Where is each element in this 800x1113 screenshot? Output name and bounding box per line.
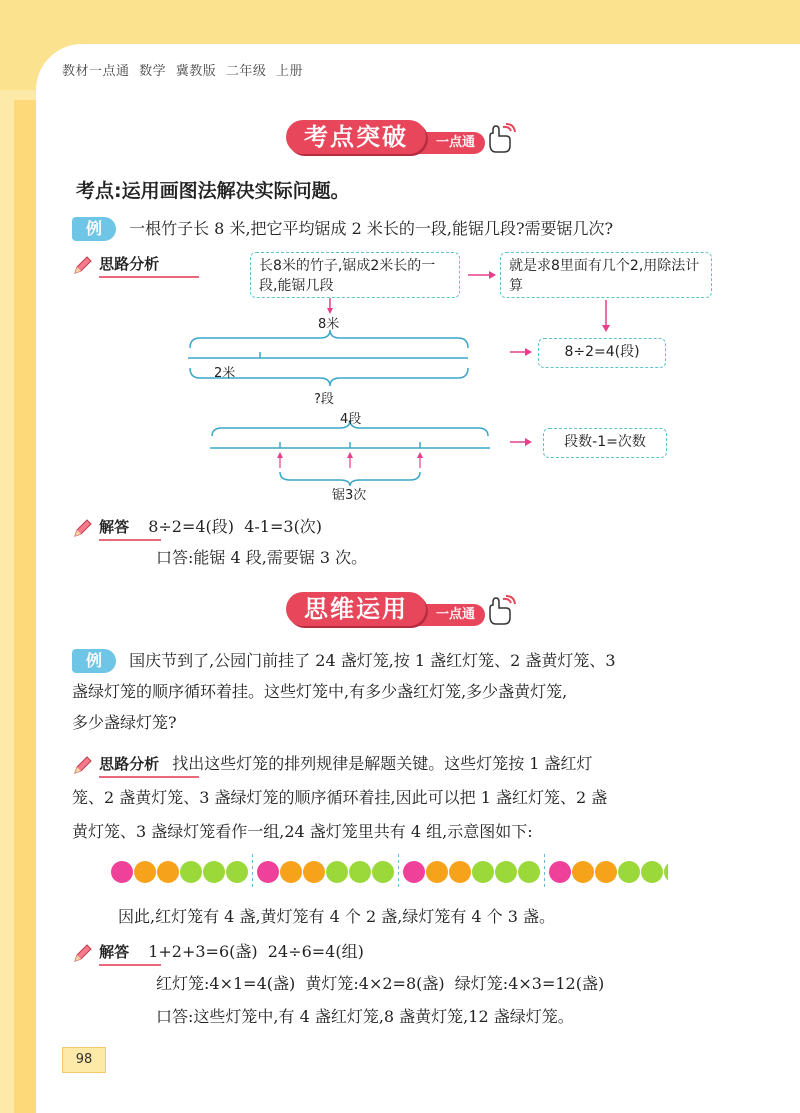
top-brace-1 xyxy=(190,330,468,348)
example-2-line-3: 多少盏绿灯笼? xyxy=(72,713,177,732)
example-badge: 例 xyxy=(72,649,116,673)
thought-box-2: 就是求8里面有几个2,用除法计算 xyxy=(500,252,712,298)
key-point-heading: 考点:运用画图法解决实际问题。 xyxy=(76,180,350,202)
lantern-yellow xyxy=(303,861,325,883)
page-number: 98 xyxy=(62,1047,106,1073)
lantern-yellow xyxy=(280,861,302,883)
answer-2-line-1: 1+2+3=6(盏) 24÷6=4(组) xyxy=(148,942,364,961)
lantern-green xyxy=(226,861,248,883)
lantern-yellow xyxy=(426,861,448,883)
analysis-block-2 xyxy=(72,748,762,847)
answer-equation: 8÷2=4(段) 4-1=3(次) xyxy=(148,517,323,536)
example-2-line-2: 盏绿灯笼的顺序循环着挂。这些灯笼中,有多少盏红灯笼,多少盏黄灯笼, xyxy=(72,682,568,701)
lantern-diagram xyxy=(108,852,668,892)
thought-box-4: 段数-1=次数 xyxy=(543,428,667,458)
analysis-2-line-3: 黄灯笼、3 盏绿灯笼看作一组,24 盏灯笼里共有 4 组,示意图如下: xyxy=(72,822,533,841)
lantern-yellow xyxy=(595,861,617,883)
bamboo-diagram xyxy=(0,0,800,520)
answer-2-line-3: 口答:这些灯笼中,有 4 盏红灯笼,8 盏黄灯笼,12 盏绿灯笼。 xyxy=(156,1007,574,1026)
lantern-yellow xyxy=(157,861,179,883)
pencil-icon xyxy=(72,754,94,776)
example-badge: 例 xyxy=(72,217,116,241)
label-underline xyxy=(99,964,161,966)
lantern-green xyxy=(472,861,494,883)
thought-box-3: 8÷2=4(段) xyxy=(538,338,666,368)
analysis-label-text: 思路分析 xyxy=(99,255,160,273)
lantern-green xyxy=(349,861,371,883)
lantern-green xyxy=(618,861,640,883)
answer-reply-1: 口答:能锯 4 段,需要锯 3 次。 xyxy=(156,548,368,567)
banner-title: 考点突破 xyxy=(286,120,426,154)
label-underline xyxy=(99,539,161,541)
running-header: 教材一点通 数学 冀教版 二年级 上册 xyxy=(62,64,304,79)
lantern-green xyxy=(495,861,517,883)
lantern-red xyxy=(111,861,133,883)
conclusion-text: 因此,红灯笼有 4 盏,黄灯笼有 4 个 2 盏,绿灯笼有 4 个 3 盏。 xyxy=(118,907,556,926)
thought-box-1: 长8米的竹子,锯成2米长的一段,能锯几段 xyxy=(250,252,460,298)
lantern-red xyxy=(257,861,279,883)
banner-subtitle: 一点通 xyxy=(414,132,485,154)
banner-subtitle: 一点通 xyxy=(414,604,485,626)
pencil-icon xyxy=(72,942,94,964)
lantern-red xyxy=(403,861,425,883)
lantern-green xyxy=(664,861,668,883)
lantern-green xyxy=(518,861,540,883)
answer-label: 解答 xyxy=(99,943,130,961)
lantern-green xyxy=(372,861,394,883)
segment-label: 2米 xyxy=(214,366,236,381)
section-banner-siwei xyxy=(286,590,526,628)
label-underline xyxy=(99,776,199,778)
pointing-hand-icon xyxy=(484,594,518,628)
question-label: ?段 xyxy=(314,392,334,407)
pencil-icon xyxy=(72,517,94,539)
analysis-2-line-2: 笼、2 盏黄灯笼、3 盏绿灯笼的顺序循环着挂,因此可以把 1 盏红灯笼、2 盏 xyxy=(72,788,608,807)
example-1-text: 一根竹子长 8 米,把它平均锯成 2 米长的一段,能锯几段?需要锯几次? xyxy=(129,219,614,238)
lantern-green xyxy=(203,861,225,883)
answer-block-2 xyxy=(72,936,364,967)
example-2 xyxy=(72,645,752,738)
lantern-red xyxy=(549,861,571,883)
analysis-label-text: 思路分析 xyxy=(99,755,160,773)
lantern-yellow xyxy=(449,861,471,883)
answer-2-line-2: 红灯笼:4×1=4(盏) 黄灯笼:4×2=8(盏) 绿灯笼:4×3=12(盏) xyxy=(156,974,605,993)
analysis-2-line-1: 找出这些灯笼的排列规律是解题关键。这些灯笼按 1 盏红灯 xyxy=(172,754,593,773)
length-label: 8米 xyxy=(318,317,340,332)
four-segments-label: 4段 xyxy=(340,412,362,427)
lantern-green xyxy=(326,861,348,883)
lantern-yellow xyxy=(134,861,156,883)
lantern-green xyxy=(180,861,202,883)
lantern-green xyxy=(641,861,663,883)
example-2-line-1: 国庆节到了,公园门前挂了 24 盏灯笼,按 1 盏红灯笼、2 盏黄灯笼、3 xyxy=(129,651,616,670)
answer-block-1 xyxy=(72,511,322,542)
saw-times-label: 锯3次 xyxy=(332,488,367,503)
answer-label: 解答 xyxy=(99,518,130,536)
banner-title: 思维运用 xyxy=(286,592,426,626)
lantern-yellow xyxy=(572,861,594,883)
